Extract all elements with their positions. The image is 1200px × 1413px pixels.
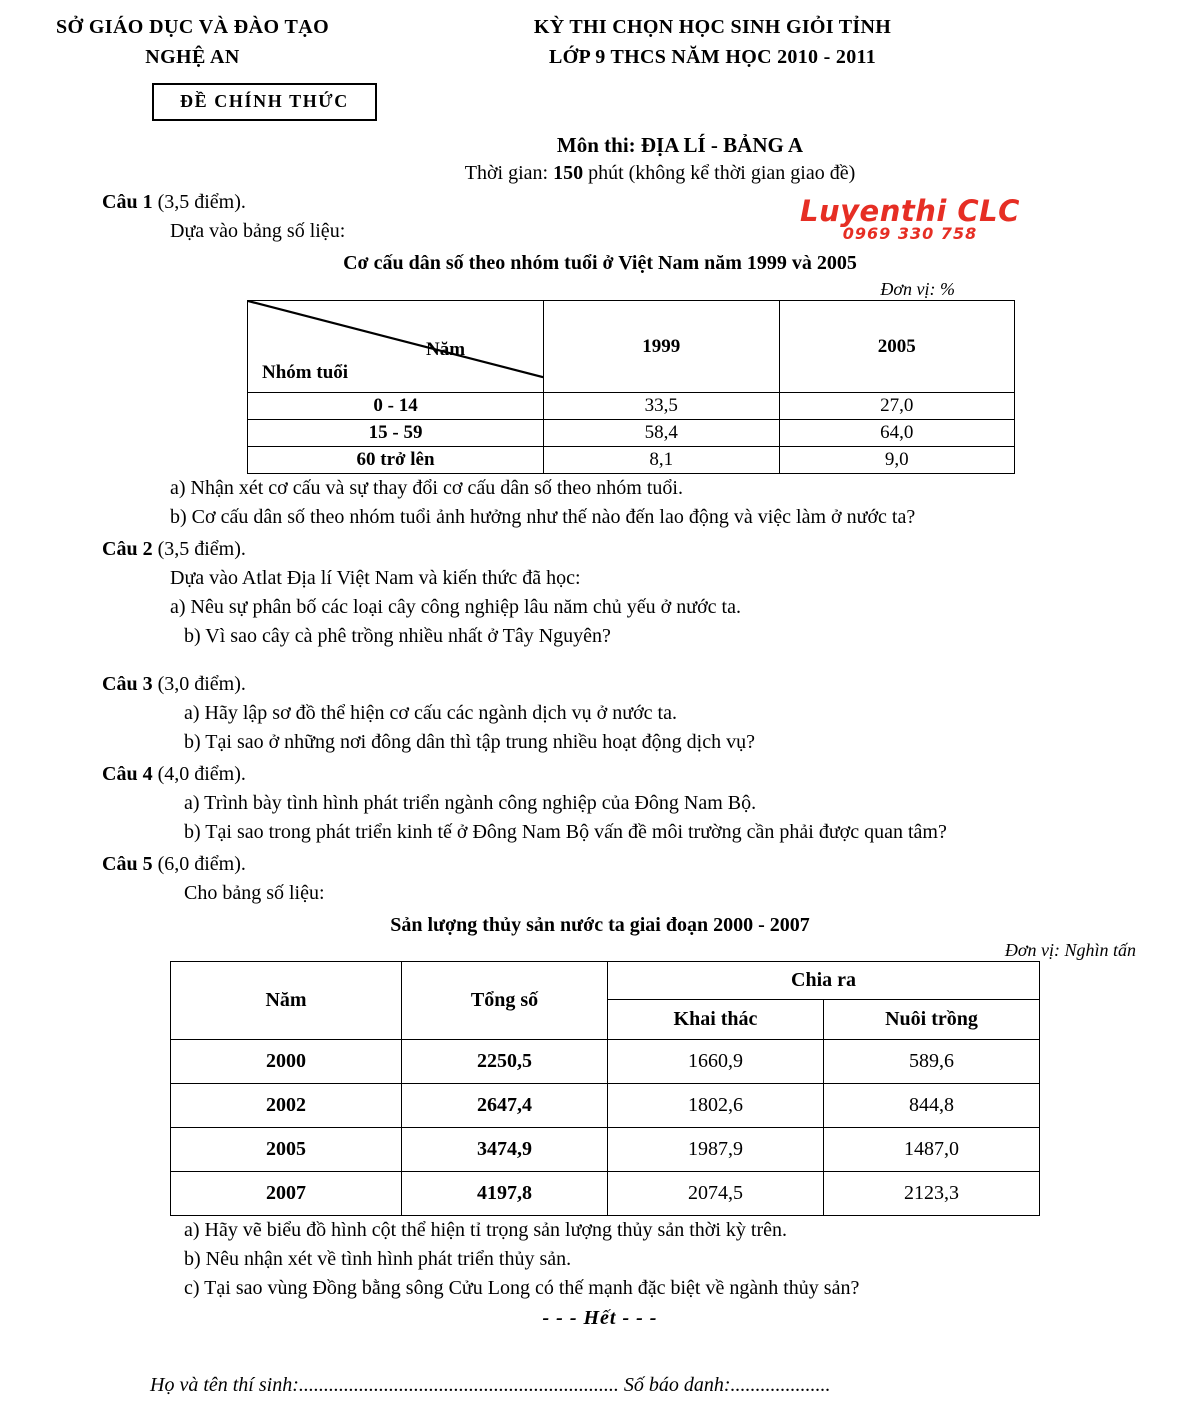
question-points-cau5: (6,0 điểm).	[152, 853, 246, 875]
question-part-cau5-a: a) Hãy vẽ biểu đồ hình cột thể hiện tỉ trọng sản lượng thủy sản thời kỳ trên.	[184, 1219, 787, 1241]
end-of-exam-marker: - - - Hết - - -	[542, 1307, 658, 1329]
watermark-brand-name: Luyenthi CLC	[800, 194, 1020, 228]
table1-container	[60, 279, 1140, 474]
question-points-cau2: (3,5 điểm).	[152, 538, 246, 560]
duration-value: 150	[553, 162, 584, 184]
table1-corner-group-label: Nhóm tuổi	[262, 362, 349, 383]
document-body	[0, 187, 1200, 1397]
table2-year-3: 2007	[171, 1172, 402, 1216]
question-heading-cau4	[60, 759, 1140, 789]
table-row	[171, 1040, 1040, 1084]
table2-unit: Đơn vị: Nghìn tấn	[1004, 940, 1136, 960]
question-points-cau3: (3,0 điểm).	[152, 673, 246, 695]
question-part-cau2-b: b) Vì sao cây cà phê trồng nhiều nhất ở Tây Nguyên?	[184, 625, 611, 647]
question-heading-cau1	[60, 187, 1140, 217]
table2-header-capture: Khai thác	[608, 1000, 824, 1040]
duration-prefix: Thời gian:	[464, 162, 554, 184]
question-intro-cau1: Dựa vào bảng số liệu:	[170, 220, 346, 242]
table1-cell-2-1999: 8,1	[544, 447, 779, 474]
table2-aquaculture-3: 2123,3	[823, 1172, 1039, 1216]
official-badge-container	[0, 83, 1200, 121]
table1-cell-0-1999: 33,5	[544, 393, 779, 420]
department-block	[0, 12, 355, 72]
table1-cell-2-2005: 9,0	[779, 447, 1014, 474]
question-part-cau2-a: a) Nêu sự phân bố các loại cây công nghiệp lâu năm chủ yếu ở nước ta.	[170, 596, 741, 618]
exam-title-block	[355, 12, 1200, 72]
question-part-cau3-b: b) Tại sao ở những nơi đông dân thì tập trung nhiều hoạt động dịch vụ?	[184, 731, 755, 753]
table2-year-2: 2005	[171, 1128, 402, 1172]
table1-row-label-1: 15 - 59	[248, 420, 544, 447]
question-points-cau1: (3,5 điểm).	[152, 191, 246, 213]
table2-header-year: Năm	[171, 962, 402, 1040]
question-points-cau4: (4,0 điểm).	[152, 763, 246, 785]
watermark-phone: 0969 330 758	[842, 224, 978, 243]
table2-header-aquaculture: Nuôi trồng	[823, 1000, 1039, 1040]
table2-header-total: Tổng số	[402, 962, 608, 1040]
table1-cell-0-2005: 27,0	[779, 393, 1014, 420]
table-row	[248, 447, 1015, 474]
table1-row-label-0: 0 - 14	[248, 393, 544, 420]
subject-line: Môn thi: ĐỊA LÍ - BẢNG A	[556, 133, 804, 157]
question-part-cau1-a: a) Nhận xét cơ cấu và sự thay đổi cơ cấu dân số theo nhóm tuổi.	[170, 477, 683, 499]
table1-title: Cơ cấu dân số theo nhóm tuổi ở Việt Nam năm 1999 và 2005	[343, 252, 857, 274]
question-heading-cau2	[60, 534, 1140, 564]
table1-cell-1-2005: 64,0	[779, 420, 1014, 447]
table1-cell-1-1999: 58,4	[544, 420, 779, 447]
question-part-cau3-a: a) Hãy lập sơ đồ thể hiện cơ cấu các ngành dịch vụ ở nước ta.	[184, 702, 677, 724]
table1-unit: Đơn vị: %	[880, 279, 955, 299]
population-structure-table	[247, 300, 1015, 474]
table2-capture-0: 1660,9	[608, 1040, 824, 1084]
duration-line	[0, 162, 1200, 185]
table2-aquaculture-0: 589,6	[823, 1040, 1039, 1084]
table2-title: Sản lượng thủy sản nước ta giai đoạn 2000 - 2007	[390, 914, 810, 936]
fishery-output-table	[170, 961, 1040, 1216]
question-part-cau1-b: b) Cơ cấu dân số theo nhóm tuổi ảnh hưởng như thế nào đến lao động và việc làm ở nước ta?	[170, 506, 916, 528]
table1-header-row	[248, 301, 1015, 393]
table2-capture-1: 1802,6	[608, 1084, 824, 1128]
table2-container	[60, 940, 1140, 1216]
table2-total-1: 2647,4	[402, 1084, 608, 1128]
duration-suffix: phút (không kể thời gian giao đề)	[583, 162, 856, 184]
table2-header-split: Chia ra	[608, 962, 1040, 1000]
table2-year-0: 2000	[171, 1040, 402, 1084]
question-part-cau5-b: b) Nêu nhận xét về tình hình phát triển thủy sản.	[184, 1248, 572, 1270]
question-number-cau2: Câu 2	[102, 538, 153, 560]
table2-total-0: 2250,5	[402, 1040, 608, 1084]
table1-col-2005: 2005	[779, 301, 1014, 393]
table1-row-label-2: 60 trở lên	[248, 447, 544, 474]
question-number-cau4: Câu 4	[102, 763, 153, 785]
question-heading-cau3	[60, 669, 1140, 699]
question-number-cau1: Câu 1	[102, 191, 153, 213]
table2-aquaculture-2: 1487,0	[823, 1128, 1039, 1172]
table1-corner-cell	[248, 301, 544, 393]
question-part-cau4-a: a) Trình bày tình hình phát triển ngành công nghiệp của Đông Nam Bộ.	[184, 792, 757, 814]
table-row	[171, 1084, 1040, 1128]
question-heading-cau5	[60, 849, 1140, 879]
table2-total-2: 3474,9	[402, 1128, 608, 1172]
table-row	[171, 1128, 1040, 1172]
table2-header-row-1	[171, 962, 1040, 1000]
question-part-cau4-b: b) Tại sao trong phát triển kinh tế ở Đông Nam Bộ vấn đề môi trường cần phải được quan tâm?	[184, 821, 947, 843]
table2-capture-2: 1987,9	[608, 1128, 824, 1172]
exam-title-line-1: KỲ THI CHỌN HỌC SINH GIỎI TỈNH	[533, 16, 892, 38]
question-number-cau5: Câu 5	[102, 853, 153, 875]
table2-total-3: 4197,8	[402, 1172, 608, 1216]
candidate-info-footer: Họ và tên thí sinh:................................................................ Số báo danh:....................	[150, 1374, 831, 1396]
question-part-cau5-c: c) Tại sao vùng Đồng bằng sông Cửu Long có thế mạnh đặc biệt về ngành thủy sản?	[184, 1277, 860, 1299]
department-line-1: SỞ GIÁO DỤC VÀ ĐÀO TẠO	[55, 16, 330, 38]
exam-title-line-2: LỚP 9 THCS NĂM HỌC 2010 - 2011	[549, 46, 876, 68]
table2-aquaculture-1: 844,8	[823, 1084, 1039, 1128]
question-number-cau3: Câu 3	[102, 673, 153, 695]
spacer	[60, 651, 1140, 667]
question-intro-cau5: Cho bảng số liệu:	[184, 882, 325, 904]
table2-year-1: 2002	[171, 1084, 402, 1128]
official-exam-badge: ĐỀ CHÍNH THỨC	[152, 83, 377, 121]
table2-capture-3: 2074,5	[608, 1172, 824, 1216]
department-line-2: NGHỆ AN	[145, 46, 240, 68]
question-intro-cau2: Dựa vào Atlat Địa lí Việt Nam và kiến thức đã học:	[170, 567, 581, 589]
table1-col-1999: 1999	[544, 301, 779, 393]
document-header	[0, 0, 1200, 72]
table-row	[171, 1172, 1040, 1216]
table-row	[248, 393, 1015, 420]
table1-corner-year-label: Năm	[426, 339, 466, 360]
table-row	[248, 420, 1015, 447]
